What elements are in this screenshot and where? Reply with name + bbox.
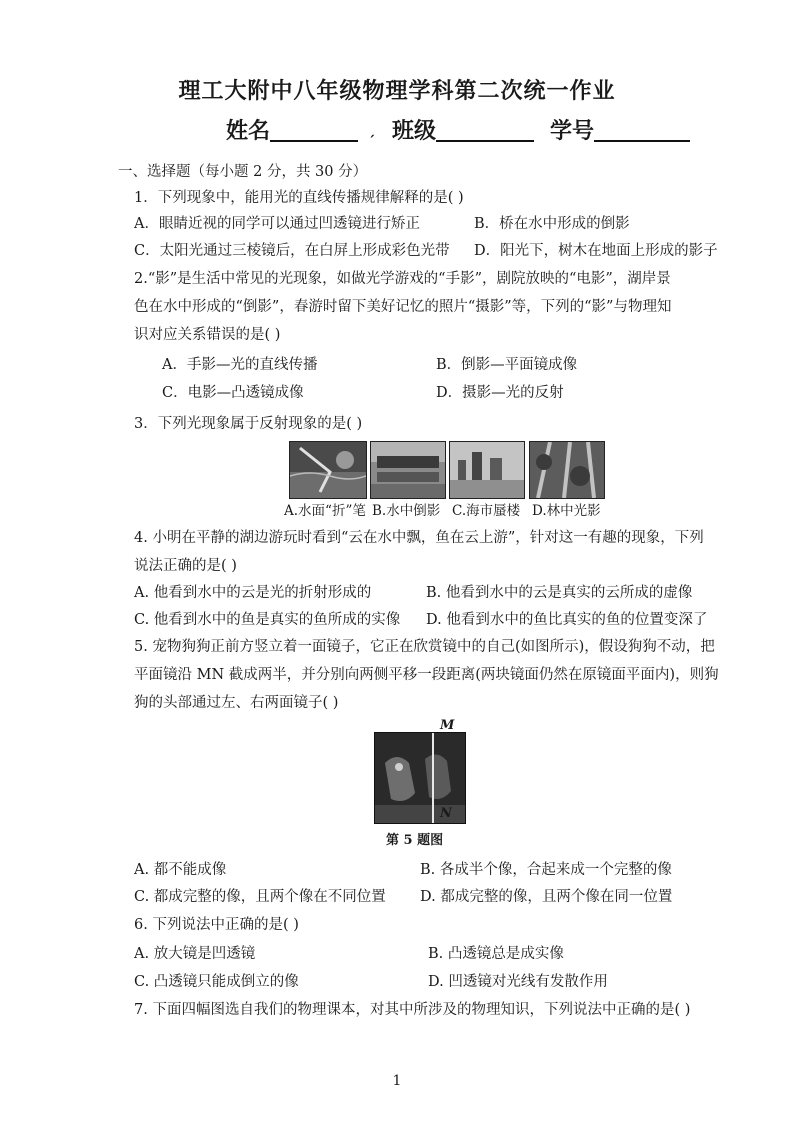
q1-option-d[interactable]: D．阳光下，树木在地面上形成的影子	[474, 243, 718, 259]
q5-stem-line2: 平面镜沿 MN 截成两半，并分别向两侧平移一段距离(两块镜面仍然在原镜面平面内)，则狗	[134, 667, 719, 683]
q2-option-b[interactable]: B．倒影—平面镜成像	[436, 357, 578, 373]
q2-stem-line2: 色在水中形成的“倒影”，春游时留下美好记忆的照片“摄影”等，下列的“影”与物理知	[134, 299, 672, 315]
q1-option-b[interactable]: B．桥在水中形成的倒影	[474, 216, 630, 232]
q4-option-a[interactable]: A. 他看到水中的云是光的折射形成的	[134, 585, 372, 601]
q3-caption-a: A.水面“折”笔	[284, 503, 366, 519]
student-no-label: 学号	[550, 119, 595, 144]
class-label: 班级	[392, 119, 437, 144]
q2-option-a[interactable]: A．手影—光的直线传播	[162, 357, 318, 373]
q6-option-a[interactable]: A. 放大镜是凹透镜	[134, 946, 256, 962]
q7-stem: 7. 下面四幅图选自我们的物理课本，对其中所涉及的物理知识，下列说法中正确的是( )	[134, 1002, 691, 1018]
q6-option-c[interactable]: C. 凸透镜只能成倒立的像	[134, 974, 299, 990]
q5-label-n: N	[440, 806, 452, 821]
q5-option-c[interactable]: C. 都成完整的像，且两个像在不同位置	[134, 889, 386, 905]
q2-option-c[interactable]: C．电影—凸透镜成像	[162, 385, 304, 401]
q5-label-m: M	[440, 718, 455, 733]
section-heading: 一、选择题（每小题 2 分，共 30 分）	[118, 164, 368, 180]
name-label: 姓名	[226, 119, 271, 144]
q6-option-d[interactable]: D. 凹透镜对光线有发散作用	[428, 974, 608, 990]
q5-stem-line1: 5. 宠物狗狗正前方竖立着一面镜子，它正在欣赏镜中的自己(如图所示)，假设狗狗不动，把	[134, 639, 715, 655]
student-no-field[interactable]	[550, 114, 690, 145]
student-no-blank[interactable]	[594, 118, 690, 142]
page-title: 理工大附中八年级物理学科第二次统一作业	[178, 79, 616, 104]
q4-stem-line2: 说法正确的是( )	[134, 558, 237, 574]
q2-stem-line3: 识对应关系错误的是( )	[134, 327, 281, 343]
q6-option-b[interactable]: B. 凸透镜总是成实像	[428, 946, 564, 962]
name-field[interactable]	[226, 114, 358, 145]
class-field[interactable]	[392, 114, 534, 145]
q5-option-b[interactable]: B. 各成半个像，合起来成一个完整的像	[420, 862, 672, 878]
q3-photo-a	[289, 441, 367, 499]
page-number: 1	[392, 1073, 402, 1089]
q5-figure-caption: 第 5 题图	[386, 833, 444, 848]
q3-photo-d	[529, 441, 605, 499]
q3-stem: 3．下列光现象属于反射现象的是( )	[134, 416, 363, 432]
q4-option-c[interactable]: C. 他看到水中的鱼是真实的鱼所成的实像	[134, 612, 401, 628]
q1-option-a[interactable]: A．眼睛近视的同学可以通过凹透镜进行矫正	[134, 216, 420, 232]
q4-stem-line1: 4. 小明在平静的湖边游玩时看到“云在水中飘，鱼在云上游”，针对这一有趣的现象，下列	[134, 530, 704, 546]
q2-stem-line1: 2.“影”是生活中常见的光现象，如做光学游戏的“手影”，剧院放映的“电影”，湖岸景	[134, 271, 671, 287]
q5-option-a[interactable]: A. 都不能成像	[134, 862, 227, 878]
name-blank[interactable]	[270, 118, 358, 142]
separator-mark: ˏ	[368, 122, 375, 138]
q2-option-d[interactable]: D．摄影—光的反射	[436, 385, 564, 401]
class-blank[interactable]	[436, 118, 534, 142]
q1-stem: 1．下列现象中，能用光的直线传播规律解释的是( )	[134, 190, 464, 206]
q5-stem-line3: 狗的头部通过左、右两面镜子( )	[134, 695, 339, 711]
q4-option-d[interactable]: D. 他看到水中的鱼比真实的鱼的位置变深了	[426, 612, 708, 628]
q5-option-d[interactable]: D. 都成完整的像，且两个像在同一位置	[420, 889, 673, 905]
q6-stem: 6. 下列说法中正确的是( )	[134, 917, 299, 933]
q3-photo-b	[370, 441, 446, 499]
q3-caption-d: D.林中光影	[532, 503, 601, 519]
q4-option-b[interactable]: B. 他看到水中的云是真实的云所成的虚像	[426, 585, 693, 601]
q3-photo-c	[449, 441, 525, 499]
q1-option-c[interactable]: C．太阳光通过三棱镜后，在白屏上形成彩色光带	[134, 243, 450, 259]
q3-caption-c: C.海市蜃楼	[452, 503, 521, 519]
q5-figure-dog-mirror	[374, 732, 466, 824]
q3-caption-b: B.水中倒影	[372, 503, 441, 519]
